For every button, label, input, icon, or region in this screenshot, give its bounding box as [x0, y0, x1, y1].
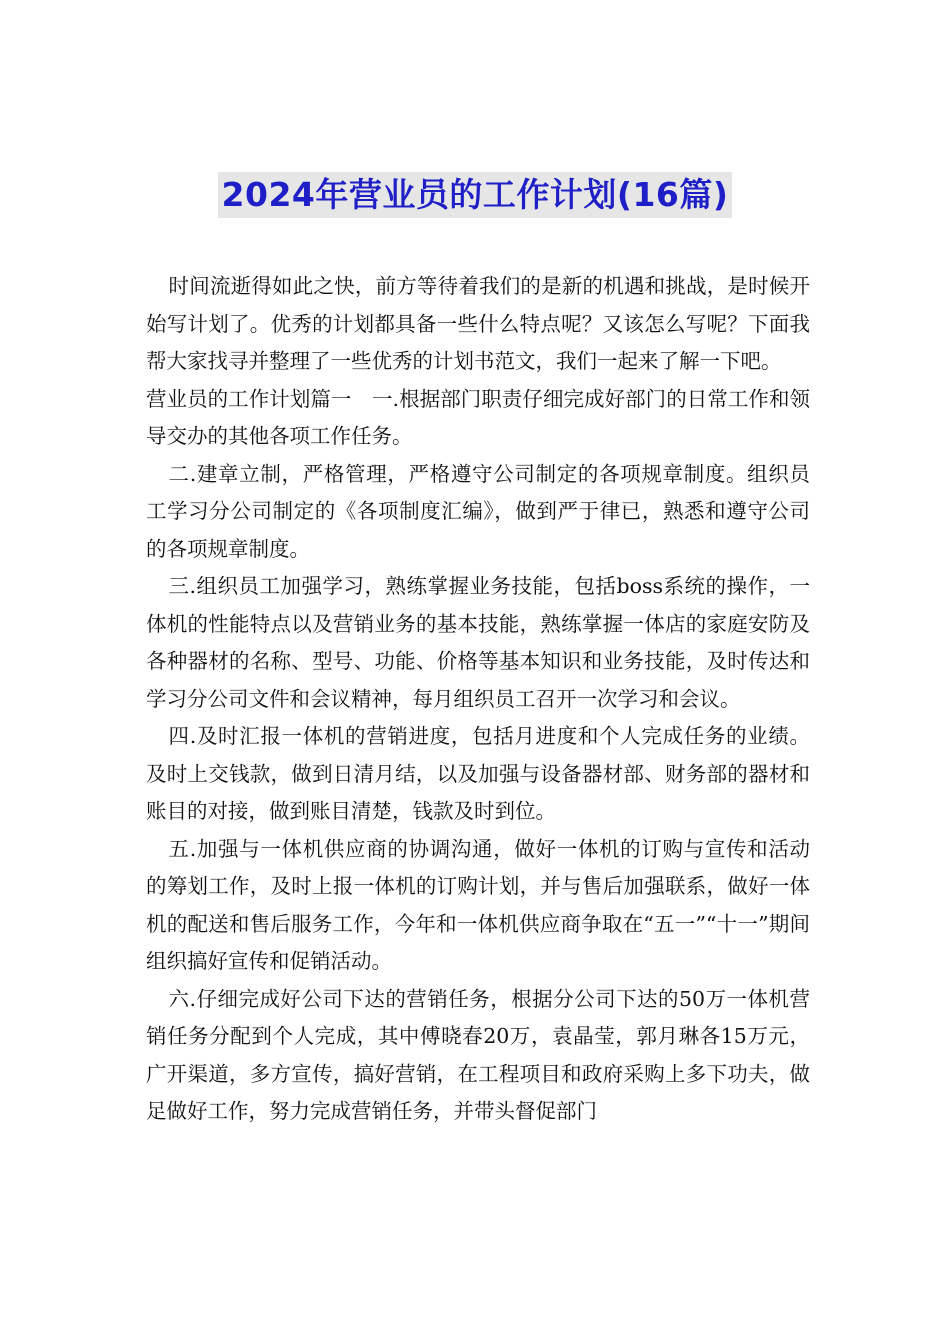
document-body [146, 268, 810, 1131]
paragraph-item-4: 四.及时汇报一体机的营销进度，包括月进度和个人完成任务的业绩。及时上交钱款，做到日清月结，以及加强与设备器材部、财务部的器材和账目的对接，做到账目清楚，钱款及时到位。 [146, 724, 810, 823]
title-container [0, 172, 950, 218]
paragraph-item-5: 五.加强与一体机供应商的协调沟通，做好一体机的订购与宣传和活动的筹划工作，及时上报一体机的订购计划，并与售后加强联系，做好一体机的配送和售后服务工作，今年和一体机供应商争取在“五一”“十一”期间组织搞好宣传和促销活动。 [146, 836, 810, 973]
section-heading-paragraph: 营业员的工作计划篇一 一.根据部门职责仔细完成好部门的日常工作和领导交办的其他各项工作任务。 [146, 386, 810, 448]
paragraph-item-2: 二.建章立制，严格管理，严格遵守公司制定的各项规章制度。组织员工学习分公司制定的《各项制度汇编》，做到严于律已，熟悉和遵守公司的各项规章制度。 [146, 461, 810, 561]
intro-paragraph: 时间流逝得如此之快，前方等待着我们的是新的机遇和挑战，是时候开始写计划了。优秀的计划都具备一些什么特点呢？又该怎么写呢？下面我帮大家找寻并整理了一些优秀的计划书范文，我们一起来了解一下吧。 [146, 274, 810, 373]
document-title: 2024年营业员的工作计划(16篇) [218, 172, 733, 218]
paragraph-item-6: 六.仔细完成好公司下达的营销任务，根据分公司下达的50万一体机营销任务分配到个人完成，其中傅晓春20万，袁晶莹，郭月琳各15万元，广开渠道，多方宣传，搞好营销，在工程项目和政府采购上多下功夫，做足做好工作，努力完成营销任务，并带头督促部门 [146, 986, 810, 1123]
paragraph-item-3: 三.组织员工加强学习，熟练掌握业务技能，包括boss系统的操作，一体机的性能特点以及营销业务的基本技能，熟练掌握一体店的家庭安防及各种器材的名称、型号、功能、价格等基本知识和业务技能，及时传达和学习分公司文件和会议精神，每月组织员工召开一次学习和会议。 [146, 574, 810, 711]
